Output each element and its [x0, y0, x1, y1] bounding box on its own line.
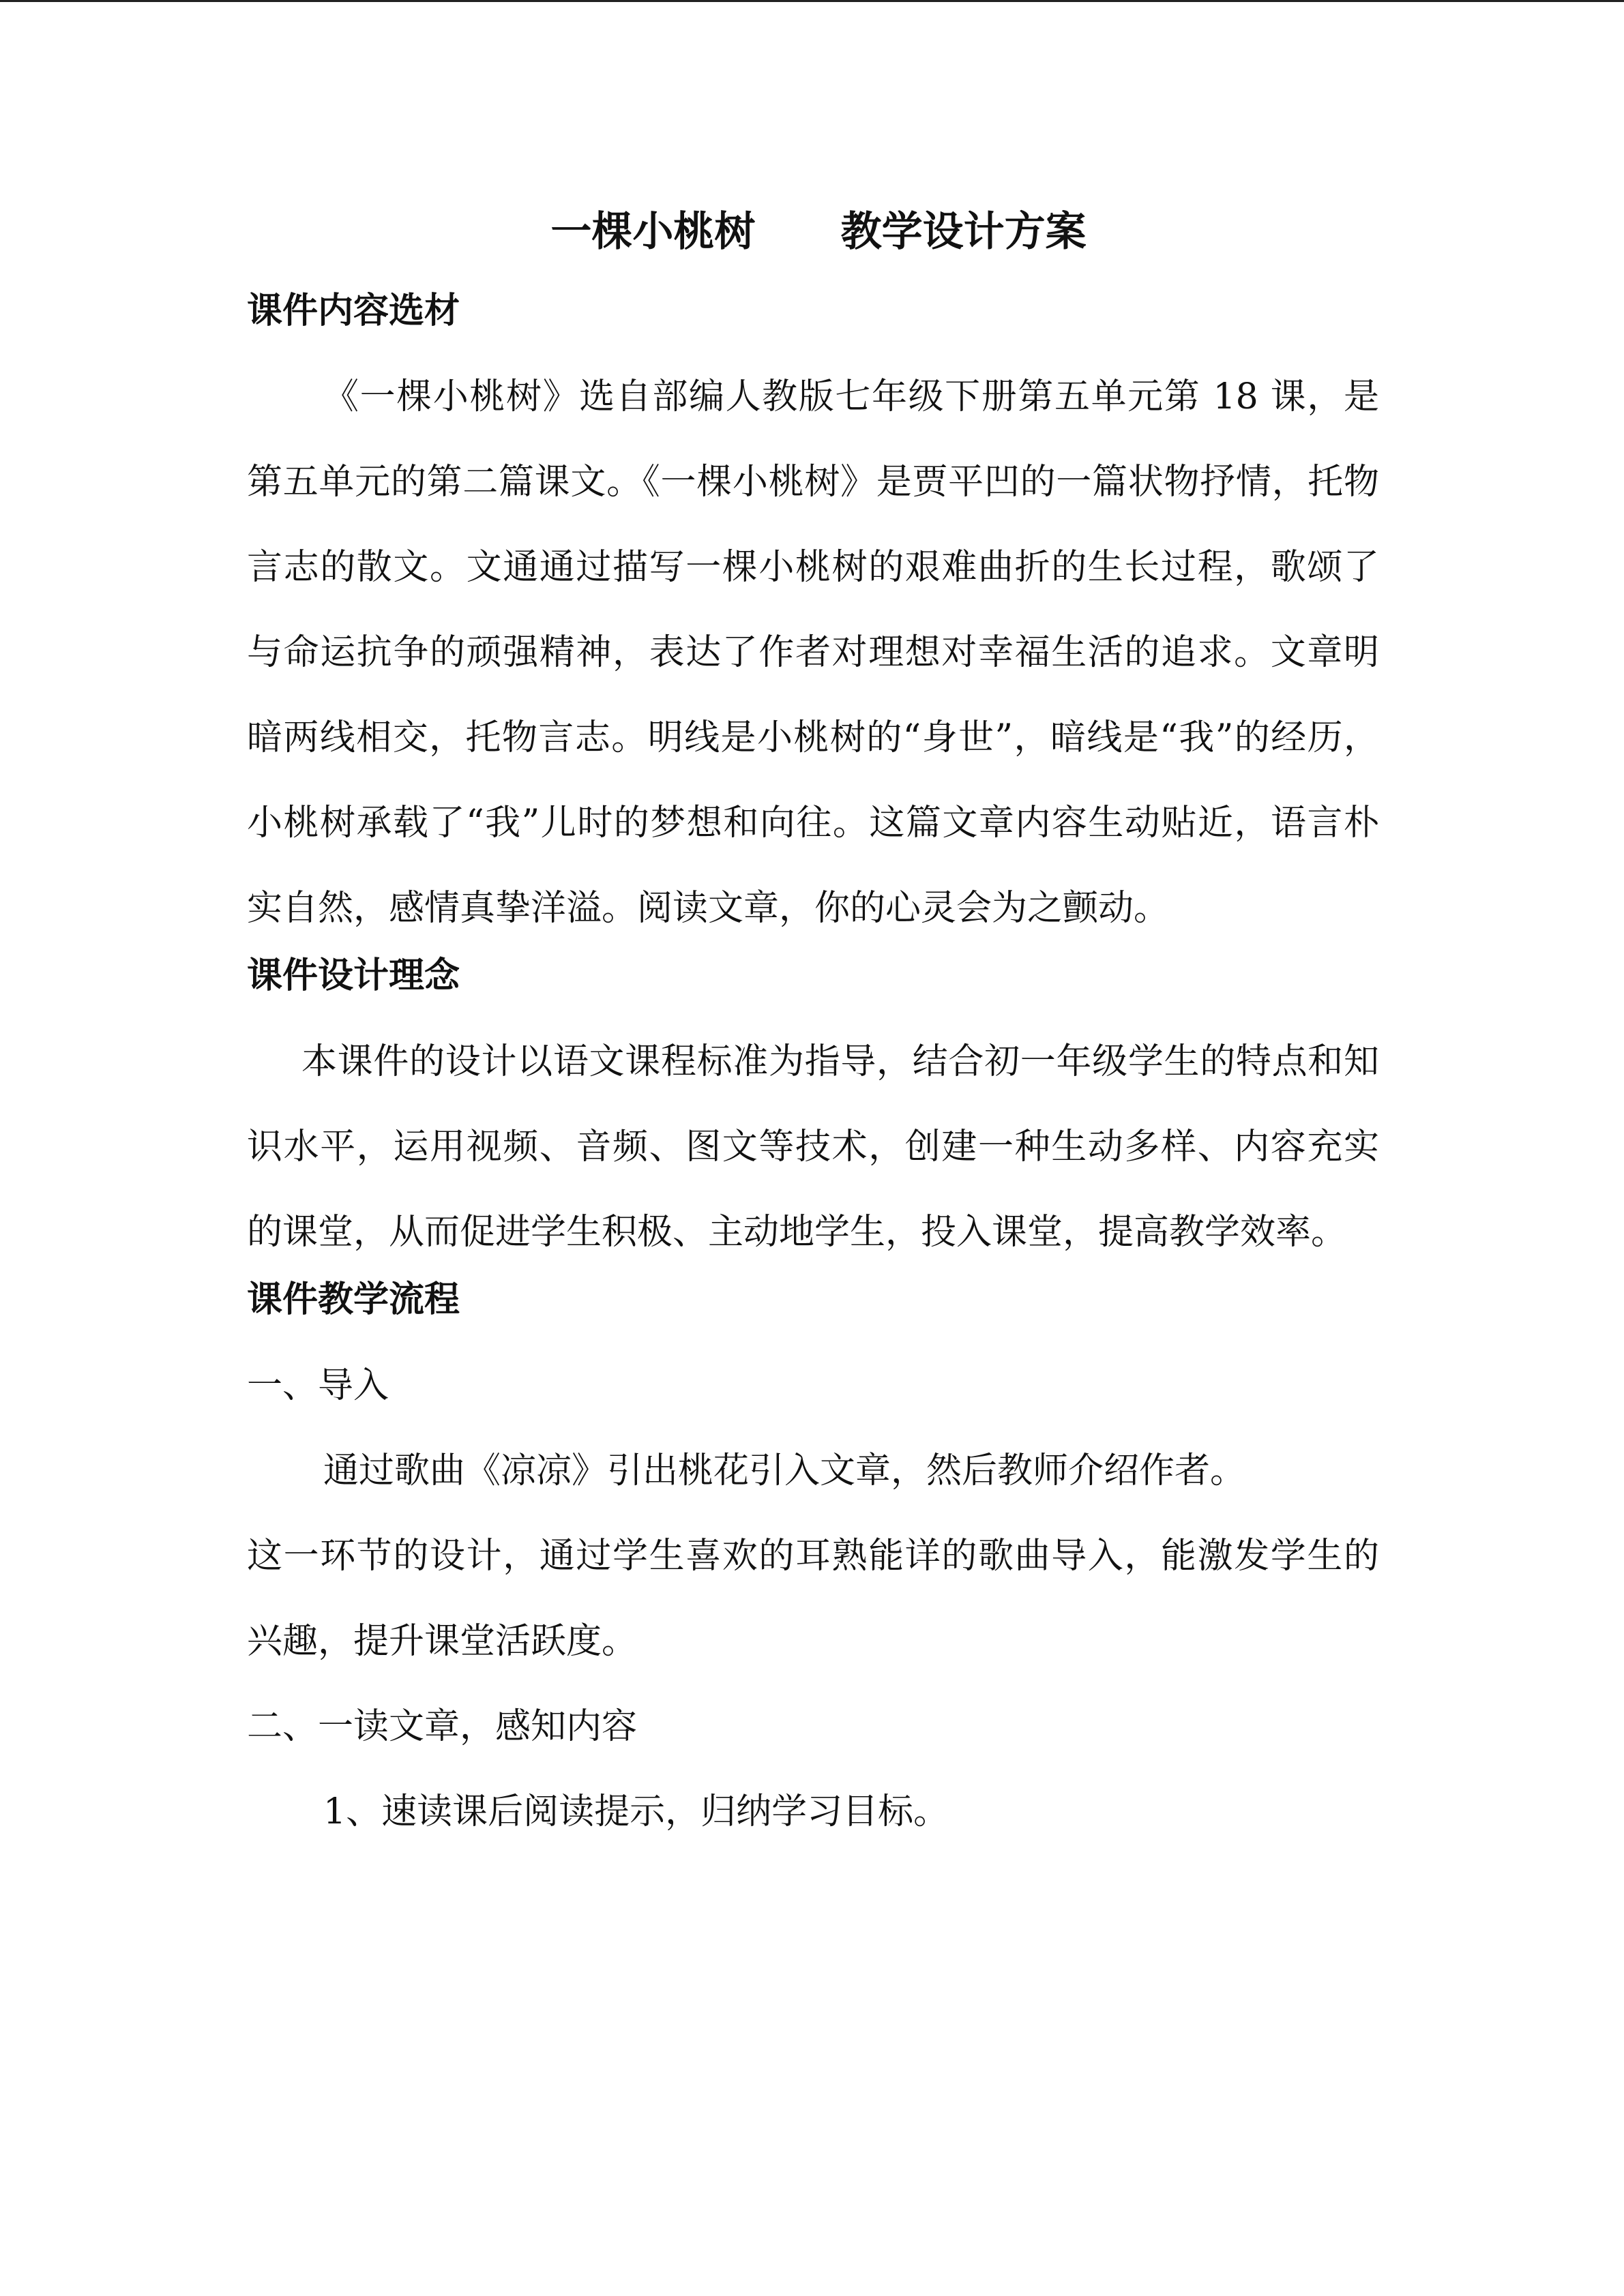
section-heading-design-concept: 课件设计理念 [247, 955, 460, 996]
paragraph-content-selection: 《一棵小桃树》选自部编人教版七年级下册第五单元第 18 课，是第五单元的第二篇课文。《一棵小桃树》是贾平凹的一篇状物抒情，托物言志的散文。文通通过描写一棵小桃树的艰难曲折的生长过程，歌颂了与命运抗争的顽强精神，表达了作者对理想对幸福生活的追求。文章明暗两线相交，托物言志。明线是小桃树的“身世”，暗线是“我”的经历，小桃树承载了“我”儿时的梦想和向往。这篇文章内容生动贴近，语言朴实自然，感情真挚洋溢。阅读文章，你的心灵会为之颤动。 [247, 376, 1379, 929]
paragraph-design-concept: 本课件的设计以语文课程标准为指导，结合初一年级学生的特点和知识水平，运用视频、音频、图文等技术，创建一种生动多样、内容充实的课堂，从而促进学生积极、主动地学生，投入课堂，提高教学效率。 [247, 1041, 1379, 1253]
document-title: 一棵小桃树 教学设计方案 [550, 208, 1087, 256]
step-title-introduction: 一、导入 [247, 1365, 389, 1406]
section-heading-teaching-process: 课件教学流程 [247, 1279, 460, 1320]
step-first-reading-item-1: 1、速读课后阅读提示，归纳学习目标。 [323, 1791, 949, 1832]
step-title-first-reading: 二、一读文章，感知内容 [247, 1706, 638, 1747]
document-page [247, 205, 1379, 1855]
step-introduction-text: 通过歌曲《凉凉》引出桃花引入文章，然后教师介绍作者。 [323, 1450, 1246, 1491]
section-heading-content-selection: 课件内容选材 [247, 290, 460, 331]
page-top-border [0, 0, 1624, 2]
step-introduction-rationale: 这一环节的设计，通过学生喜欢的耳熟能详的歌曲导入，能激发学生的兴趣，提升课堂活跃度。 [247, 1536, 1379, 1662]
